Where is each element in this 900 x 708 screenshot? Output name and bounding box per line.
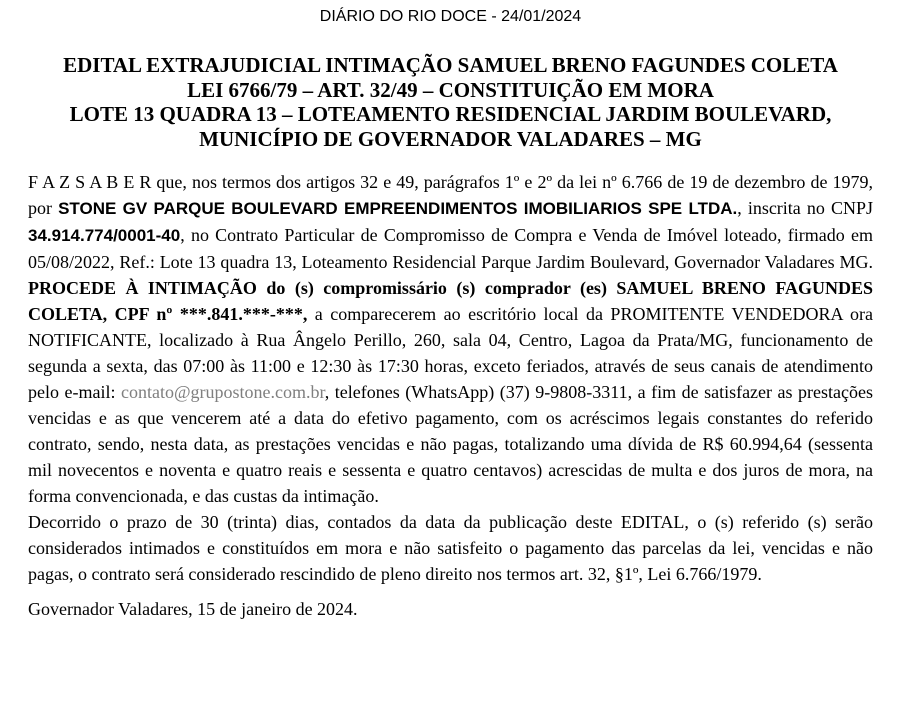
intimation-bold-text: PROCEDE À INTIMAÇÃO do (s) compromissário (s) comprador (es) SAMUEL BRENO FAGUNDES COLETA, CPF nº ***.841.***-***,	[28, 278, 873, 324]
edital-body	[28, 169, 873, 622]
summons-text: a comparecerem ao escritório local da PROMITENTE VENDEDORA ora NOTIFICANTE, localizado à Rua Ângelo Perillo, 260, sala 04, Centro, Lagoa da Prata/MG, funcionamento de segunda a sexta, das 07:00 às 11:00 e 12:30 às 17:30 horas, exceto feriados, através de seus canais de atendimento pelo e-mail:	[28, 304, 874, 402]
newspaper-masthead: DIÁRIO DO RIO DOCE - 24/01/2024	[319, 8, 582, 25]
after-company-text: , inscrita no CNPJ	[737, 198, 873, 218]
contract-details-text: , no Contrato Particular de Compromisso de Compra e Venda de Imóvel loteado, firmado em 05/08/2022, Ref.: Lote 13 quadra 13, Loteamento Residencial Parque Jardim Boulevard, Governador Valadares MG.	[28, 225, 873, 272]
title-line-edital: EDITAL EXTRAJUDICIAL INTIMAÇÃO SAMUEL BRENO FAGUNDES COLETA	[63, 53, 838, 77]
closing-dateline: Governador Valadares, 15 de janeiro de 2024.	[28, 599, 358, 619]
email-link[interactable]: contato@grupostone.com.br	[120, 382, 325, 402]
paragraph-faz-saber	[28, 169, 873, 509]
faz-saber-opening: F A Z S A B E R que, nos termos dos artigos 32 e 49, parágrafos 1º e 2º da lei nº 6.766 de 19 de dezembro de 1979, por	[28, 172, 873, 218]
title-line-municipio: MUNICÍPIO DE GOVERNADOR VALADARES – MG	[199, 126, 702, 151]
paragraph-prazo: Decorrido o prazo de 30 (trinta) dias, contados da data da publicação deste EDITAL, o (s) referido (s) serão considerados intimados e constituídos em mora e não satisfeito o pagamento das parcelas da lei, vencidas e não pagas, o contrato será considerado rescindido de pleno direito nos termos art. 32, §1º, Lei 6.766/1979.	[28, 512, 873, 584]
document-title-block	[28, 53, 873, 151]
title-line-lei: LEI 6766/79 – ART. 32/49 – CONSTITUIÇÃO EM MORA	[187, 77, 714, 102]
title-line-lote: LOTE 13 QUADRA 13 – LOTEAMENTO RESIDENCIAL JARDIM BOULEVARD,	[69, 102, 832, 126]
company-name: STONE GV PARQUE BOULEVARD EMPREENDIMENTOS IMOBILIARIOS SPE LTDA.	[58, 199, 738, 218]
cnpj-number: 34.914.774/0001-40	[28, 226, 181, 245]
debt-details-text: , telefones (WhatsApp) (37) 9-9808-3311, a fim de satisfazer as prestações vencidas e as que vencerem até a data do efetivo pagamento, com os acréscimos legais constantes do referido contrato, sendo, nesta data, as prestações vencidas e não pagas, totalizando uma dívida de R$ 60.994,64 (sessenta mil novecentos e noventa e quatro reais e sessenta e quatro centavos) acrescidas de multa e dos juros de mora, na forma convencionada, e das custas da intimação.	[28, 382, 873, 506]
